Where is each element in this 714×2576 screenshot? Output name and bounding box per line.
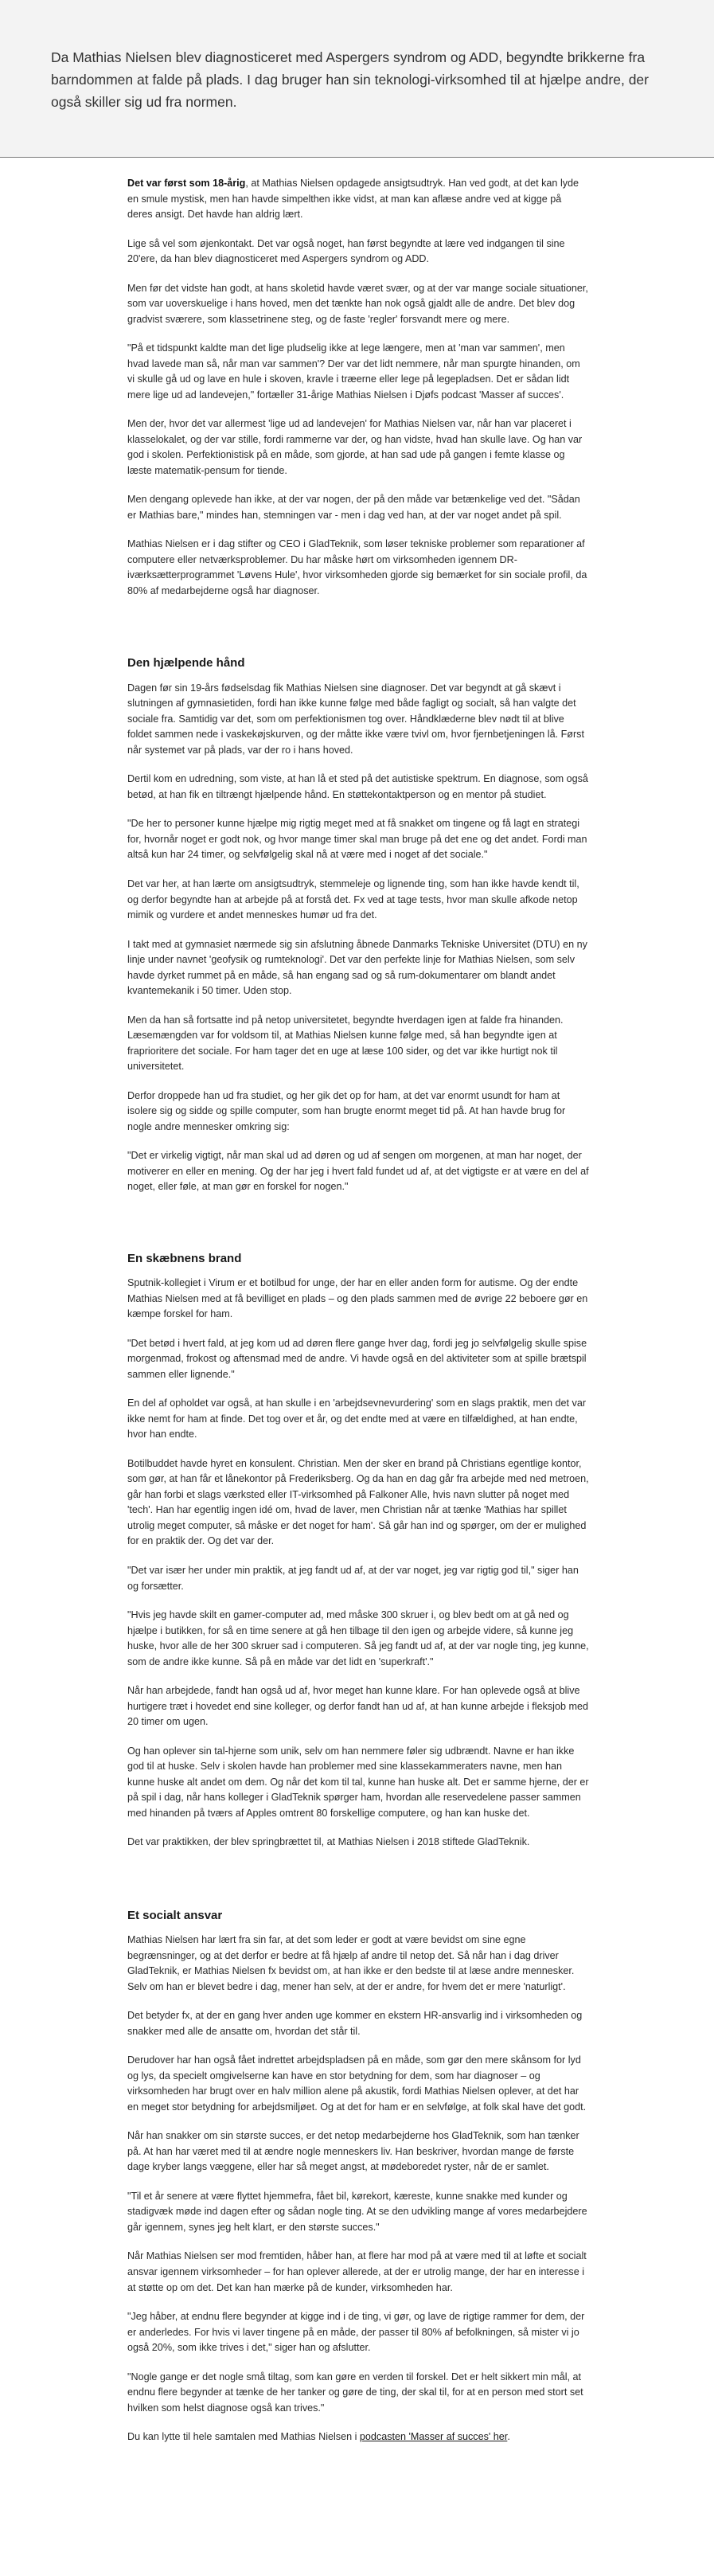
paragraph-text: Du kan lytte til hele samtalen med Mathias Nielsen i <box>127 2431 360 2443</box>
paragraph: Men dengang oplevede han ikke, at der var nogen, der på den måde var betænkelige ved det. "Sådan er Mathias bare," mindes han, stemningen var - men i dag ved han, at der var noget andet på spil. <box>127 494 580 521</box>
quote-paragraph: "Jeg håber, at endnu flere begynder at kigge ind i de ting, vi gør, og lave de rigtige rammer for dem, der er anderledes. For hvis vi laver tingene på en måde, der passer til 80% af befolkningen, så mister vi jo også 20%, som ikke trives i det," siger han og afslutter. <box>127 2311 585 2354</box>
paragraph: Botilbuddet havde hyret en konsulent. Christian. Men der sker en brand på Christians egentlige kontor, som gør, at han får et lånekontor på Frederiksberg. Og da han en dag går fra arbejde med ned metroen, går han forbi et slags værksted eller IT-virksomhed på Falkoner Alle, hvis navn slutter på noget med 'tech'. Han har egentlig ingen idé om, hvad de laver, men Christian når at tænke 'Mathias har spillet utrolig meget computer, så måske er det noget for ham'. Så går han ind og spørger, om der er mulighed for en praktik der. Og det var der. <box>127 1457 589 1547</box>
paragraph: Når han snakker om sin største succes, er det netop medarbejderne hos GladTeknik, som han tænker på. At han har været med til at ændre nogle menneskers liv. Han beskriver, hvordan mange de første dage kryber langs væggene, eller har så meget angst, at mødeboredet ryster, når de er samlet. <box>127 2130 579 2173</box>
article-body <box>127 158 589 2491</box>
paragraph: Sputnik-kollegiet i Virum er et botilbud for unge, der har en eller anden form for autisme. Og der endte Mathias Nielsen med at få bevilliget en plads – og den plads sammen med de øvrige 22 beboere gør en kæmpe forskel for ham. <box>127 1277 588 1320</box>
paragraph: Når han arbejdede, fandt han også ud af, hvor meget han kunne klare. For han oplevede også at blive hurtigere træt i hovedet end sine kolleger, og derfor fandt han ud af, at han kunne arbejde i fleksjob med 20 timer om ugen. <box>127 1685 588 1728</box>
section-heading: Den hjælpende hånd <box>127 656 245 670</box>
paragraph: Derudover har han også fået indrettet arbejdspladsen på en måde, som gør den mere skånsom for lyd og lys, da specielt omgivelserne kan have en stor betydning for dem, som har diagnoser – og virksomheden har brugt over en halv million alene på akustik, fordi Mathias Nielsen oplever, at det har en meget stor betydning for arbejdsmiljøet. Og at det for ham er en selvfølge, at folk skal have det godt. <box>127 2054 587 2113</box>
quote-paragraph: "Det betød i hvert fald, at jeg kom ud ad døren flere gange hver dag, fordi jeg jo selvfølgelig skulle spise morgenmad, frokost og aftensmad med de andre. Vi havde også en del aktiviteter som at spille brætspil sammen eller lignende." <box>127 1337 587 1380</box>
section-spacer <box>127 1864 589 1908</box>
paragraph: I takt med at gymnasiet nærmede sig sin afslutning åbnede Danmarks Tekniske Universitet (DTU) en ny linje under navnet 'geofysik og rumteknologi'. Det var den perfekte linje for Mathias Nielsen, som selv havde dyrket rummet på en måde, så han engang sad og så rum-dokumentarer om blandt andet kvantemekanik i 50 timer. Uden stop. <box>127 938 587 997</box>
paragraph: Det betyder fx, at der en gang hver anden uge kommer en ekstern HR-ansvarlig ind i virksomheden og snakker med alle de ansatte om, hvordan det står til. <box>127 2010 583 2037</box>
quote-paragraph: "De her to personer kunne hjælpe mig rigtig meget med at få snakket om tingene og få lagt en strategi for, hvornår noget er godt nok, og hvor mange timer skal man bruge på det ene og det andet. Fordi man altså kun har 24 timer, og selvfølgelig skal nå at være med i noget af det sociale." <box>127 818 587 861</box>
paragraph: Det var praktikken, der blev springbrættet til, at Mathias Nielsen i 2018 stiftede GladTeknik. <box>127 1836 530 1848</box>
podcast-link[interactable]: podcasten 'Masser af succes' her <box>359 2431 508 2443</box>
paragraph: Når Mathias Nielsen ser mod fremtiden, håber han, at flere har mod på at være med til at løfte et socialt ansvar igennem virksomheder – for han oplever allerede, at der er utrolig mange, der har en interesse i at støtte op om det. Det kan han mærke på de kunder, virksomheden har. <box>127 2250 587 2293</box>
paragraph: Lige så vel som øjenkontakt. Det var også noget, han først begyndte at lære ved indgangen til sine 20'ere, da han blev diagnosticeret med Aspergers syndrom og ADD. <box>127 237 565 265</box>
article-lead: Da Mathias Nielsen blev diagnosticeret med Aspergers syndrom og ADD, begyndte brikkerne fra barndommen at falde på plads. I dag bruger han sin teknologi-virksomhed til at hjælpe andre, der også skiller sig ud fra normen. <box>51 49 649 110</box>
quote-paragraph: "Det var især her under min praktik, at jeg fandt ud af, at der var noget, jeg var rigtig god til," siger han og forsætter. <box>127 1565 579 1592</box>
paragraph: Men da han så fortsatte ind på netop universitetet, begyndte hverdagen igen at falde fra hinanden. Læsemængden var for voldsom til, at Mathias Nielsen kunne følge med, så han begyndte igen at fraprioritere det sociale. For ham tager det en uge at læse 100 sider, og det var ikke hurtigt nok til universitetet. <box>127 1014 564 1073</box>
section-heading: En skæbnens brand <box>127 1251 242 1265</box>
quote-paragraph: "Nogle gange er det nogle små tiltag, som kan gøre en verden til forskel. Det er helt sikkert min mål, at endnu flere begynder at tænke de her tanker og gøre de ting, der skal til, for at en person med stort set hvilken som helst diagnose også kan trives." <box>127 2371 583 2414</box>
paragraph: Men der, hvor det var allermest 'lige ud ad landevejen' for Mathias Nielsen var, når han var placeret i klasselokalet, og der var stille, fordi rammerne var der, og han vidste, hvad han skulle lave. Og han var god i skolen. Perfektionistisk på en måde, som gjorde, at han sad ude på gangen i femte klasse og læste matematik-pensum for tiende. <box>127 418 583 476</box>
article-hero <box>0 0 714 158</box>
closing-paragraph <box>127 2429 589 2445</box>
paragraph-text: . <box>507 2431 510 2443</box>
quote-paragraph: "Det er virkelig vigtigt, når man skal ud ad døren og ud af sengen om morgenen, at man har noget, der motiverer en eller en mening. Og der har jeg i hvert fald fundet ud af, at det vigtigste er at være en del af noget, eller føle, at man gør en forskel for nogen." <box>127 1150 589 1193</box>
paragraph: Mathias Nielsen har lært fra sin far, at det som leder er godt at være bevidst om sine egne begrænsninger, og at det derfor er bedre at få hjælp af andre til netop det. Så når han i dag driver GladTeknik, er Mathias Nielsen fx bevidst om, at han ikke er den bedste til at læse andre mennesker. Selv om han er blevet bedre i dag, mener han selv, at der er andre, for hvem det er mere 'naturligt'. <box>127 1934 575 1992</box>
quote-paragraph: "Hvis jeg havde skilt en gamer-computer ad, med måske 300 skruer i, og blev bedt om at gå ned og hjælpe i butikken, for så en time senere at gå hen tilbage til den igen og arbejde videre, så kunne jeg huske, hvor alle de her 300 skruer sad i computeren. Så jeg fandt ud af, at der var nogle ting, jeg kunne, som de andre ikke kunne. Så på en måde var det lidt en 'superkraft'." <box>127 1609 589 1667</box>
paragraph: En del af opholdet var også, at han skulle i en 'arbejdsevnevurdering' som en slags praktik, men det var ikke nemt for ham at finde. Det tog over et år, og det endte med at være en tilfældighed, at han endte, hvor han endte. <box>127 1397 587 1440</box>
paragraph: Og han oplever sin tal-hjerne som unik, selv om han nemmere føler sig udbrændt. Navne er han ikke god til at huske. Selv i skolen havde han problemer med sine klassekammeraters navne, men han kunne huske alt andet om dem. Og når det kom til tal, kunne han huske alt. Det er samme hjerne, der er på spil i dag, når hans kolleger i GladTeknik spørger ham, hvordan alle reservedelene passer sammen med hinanden på tværs af Apples omtrent 80 forskellige computere, og han kan huske det. <box>127 1745 589 1819</box>
paragraph <box>127 176 589 223</box>
paragraph: Derfor droppede han ud fra studiet, og her gik det op for ham, at det var enormt usundt for ham at isolere sig og sidde og spille computer, som han brugte enormt meget tid på. At han havde brug for nogle andre mennesker omkring sig: <box>127 1089 566 1132</box>
paragraph: Mathias Nielsen er i dag stifter og CEO i GladTeknik, som løser tekniske problemer som reparationer af computere eller netværksproblemer. Du har måske hørt om virksomheden igennem DR-iværksætterprogrammet 'Løvens Hule', hvor virksomheden gjorde sig bemærket for sin sociale profil, da 80% af medarbejderne også har diagnoser. <box>127 538 587 596</box>
section-heading: Et socialt ansvar <box>127 1908 223 1922</box>
section-spacer <box>127 612 589 655</box>
quote-paragraph: "Til et år senere at være flyttet hjemmefra, fået bil, kørekort, kæreste, kunne snakke med kunder og stadigvæk møde ind dagen efter og sådan nogle ting. At se den udvikling mange af vores medarbejdere går igennem, synes jeg helt klart, er den største succes." <box>127 2190 587 2233</box>
paragraph: Dertil kom en udredning, som viste, at han lå et sted på det autistiske spektrum. En diagnose, som også betød, at han fik en tiltrængt hjælpende hånd. En støttekontaktperson og en mentor på studiet. <box>127 773 588 800</box>
paragraph: Dagen før sin 19-års fødselsdag fik Mathias Nielsen sine diagnoser. Det var begyndt at gå skævt i slutningen af gymnasietiden, fordi han ikke kunne følge med både fagligt og socialt, så han valgte det sociale fra. Samtidig var det, som om perfektionismen tog over. Håndklæderne blev nødt til at blive foldet sammen nede i vaskekøjskurven, og der måtte ikke være tvivl om, hvor fjernbetjeningen lå. Først når systemet var på plads, var der ro i hans hoved. <box>127 682 584 756</box>
section-spacer <box>127 1209 589 1251</box>
quote-paragraph: "På et tidspunkt kaldte man det lige pludselig ikke at lege længere, men at 'man var sammen', men hvad lavede man så, når man var sammen'? Der var det lidt nemmere, når man spurgte hinanden, om vi skulle gå ud og lave en hule i skoven, kravle i træerne eller lege på legepladsen. Det er sådan lidt mere lige ud ad landevejen," fortæller 31-årige Mathias Nielsen i Djøfs podcast 'Masser af succes'. <box>127 342 580 401</box>
paragraph: Men før det vidste han godt, at hans skoletid havde været svær, og at der var mange sociale situationer, som var uoverskuelige i hans hoved, men det tænkte han nok også gjaldt alle de andre. Det blev dog gradvist sværere, som klassetrinene steg, og de faste 'regler' forsvandt mere og mere. <box>127 282 588 325</box>
paragraph-lead-in: Det var først som 18-årig <box>127 178 246 189</box>
paragraph: Det var her, at han lærte om ansigtsudtryk, stemmeleje og lignende ting, som han ikke havde kendt til, og derfor begyndte han at arbejde på at forstå det. Fx ved at tage tests, hvor man skulle afkode netop mimik og vurdere et andet menneskes humør ud fra det. <box>127 878 579 921</box>
paragraph-text: , at Mathias Nielsen opdagede ansigtsudtryk. Han ved godt, at det kan lyde en smule mystisk, men han havde simpelthen ikke vidst, at man kan aflæse andre ved at kigge på deres ansigt. Det havde han aldrig lært. <box>127 178 579 221</box>
